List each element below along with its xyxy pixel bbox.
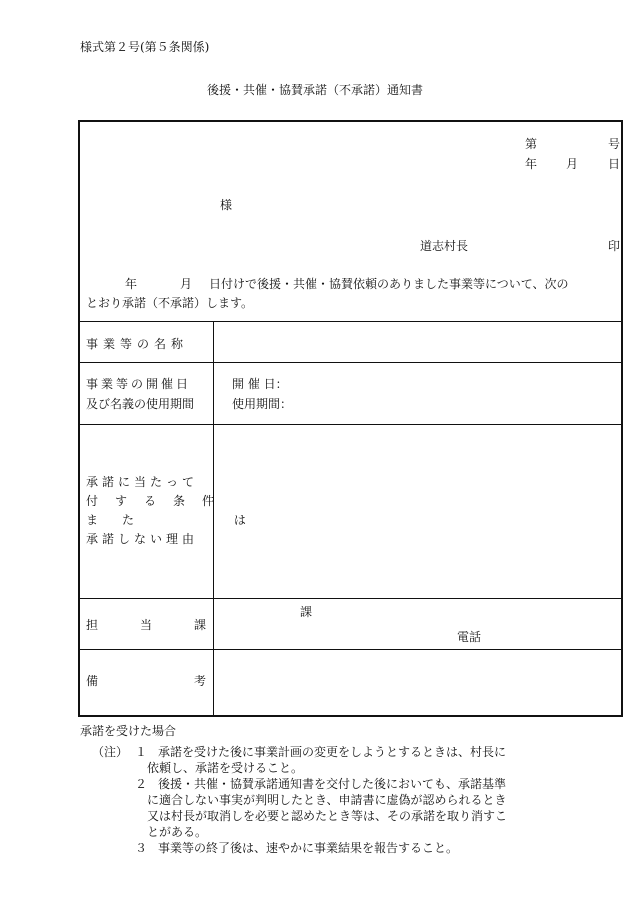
- row-divider: [80, 362, 621, 363]
- label-conditions-4: 承諾しない理由: [86, 532, 199, 546]
- date-month: 月: [566, 157, 579, 171]
- label-conditions-1: 承諾に当たって: [86, 475, 199, 489]
- label-event-name: 事業等の名称: [86, 337, 189, 351]
- note-2-line-2: に適合しない事実が判明したとき、申請書に虚偽が認められるとき: [147, 793, 507, 807]
- label-event-date-2: 及び名義の使用期間: [86, 397, 195, 411]
- row-divider: [80, 598, 621, 599]
- label-event-date-1: 事業等の開催日: [86, 377, 192, 391]
- note-2-number: ２: [135, 777, 148, 791]
- body-text-line-1: 日付けで後援・共催・協賛依頼のありました事業等について、次の: [209, 277, 569, 291]
- label-conditions-2: 付する条件: [86, 494, 232, 508]
- body-month: 月: [180, 277, 193, 291]
- label-conditions-3: また は: [86, 513, 270, 527]
- use-period-field: 使用期間：: [232, 397, 293, 411]
- note-1-number: １: [135, 745, 148, 759]
- form-number: 様式第２号(第５条関係): [80, 40, 210, 54]
- date-day: 日: [608, 157, 621, 171]
- label-department: 担当課: [86, 618, 249, 632]
- note-2-line-1: 後援・共催・協賛承諾通知書を交付した後においても、承諾基準: [158, 777, 507, 791]
- notes-prefix: （注）: [92, 745, 129, 759]
- row-divider: [80, 424, 621, 425]
- date-year: 年: [525, 157, 538, 171]
- event-date-field: 開 催 日：: [232, 377, 288, 391]
- document-title: 後援・共催・協賛承諾（不承諾）通知書: [206, 83, 423, 97]
- number-suffix: 号: [608, 137, 621, 151]
- phone-field: 電話: [457, 630, 482, 644]
- number-prefix: 第: [525, 137, 538, 151]
- notice-form-table: [78, 120, 623, 717]
- row-divider: [80, 321, 621, 322]
- note-2-line-3: 又は村長が取消しを必要と認めたとき等は、その承諾を取り消すこ: [147, 809, 508, 823]
- addressee-suffix: 様: [220, 198, 233, 212]
- note-3-number: ３: [135, 841, 148, 855]
- label-remarks: 備考: [86, 674, 303, 688]
- note-2-line-4: とがある。: [147, 825, 208, 839]
- note-1-line-1: 承諾を受けた後に事業計画の変更をしようとするときは、村長に: [158, 745, 507, 759]
- notes-heading: 承諾を受けた場合: [80, 724, 177, 738]
- issuer-name: 道志村長: [420, 239, 469, 253]
- row-divider: [80, 649, 621, 650]
- department-suffix: 課: [300, 605, 313, 619]
- note-3-line-1: 事業等の終了後は、速やかに事業結果を報告すること。: [158, 841, 459, 855]
- seal-mark: 印: [608, 239, 621, 253]
- body-year: 年: [125, 277, 138, 291]
- note-1-line-2: 依頼し、承諾を受けること。: [147, 761, 304, 775]
- body-text-line-2: とおり承諾（不承諾）します。: [86, 296, 254, 310]
